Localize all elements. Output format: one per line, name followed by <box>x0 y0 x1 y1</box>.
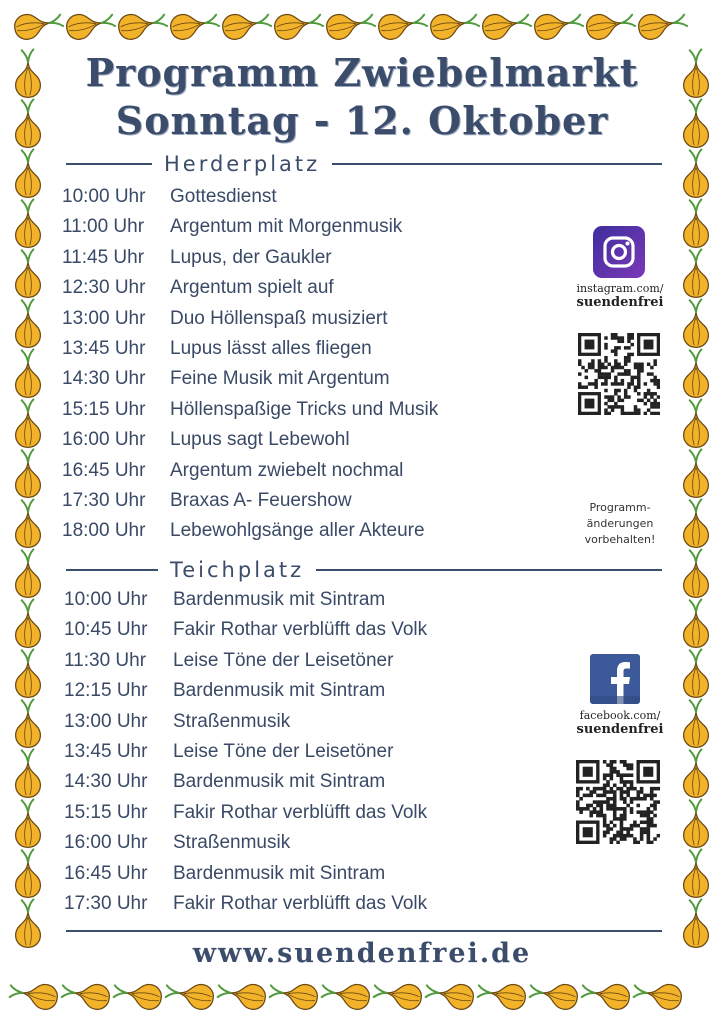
event: Bardenmusik mit Sintram <box>173 680 386 702</box>
time: 15:15 Uhr <box>64 801 148 823</box>
onion-decoration <box>684 649 709 697</box>
time: 10:45 Uhr <box>64 619 148 641</box>
onion-decoration <box>684 349 709 397</box>
schedule-row <box>64 676 427 706</box>
facebook-qr-code[interactable] <box>576 760 660 844</box>
event: Lupus sagt Lebewohl <box>170 429 350 451</box>
schedule-row <box>62 516 438 546</box>
event: Leise Töne der Leisetöner <box>173 740 394 762</box>
website-url[interactable]: www.suendenfrei.de <box>192 938 532 969</box>
onion-decoration <box>221 8 273 41</box>
onion-decoration <box>13 8 65 41</box>
time: 12:30 Uhr <box>62 277 146 299</box>
event: Lupus, der Gaukler <box>170 246 332 268</box>
schedule-row <box>62 395 438 425</box>
event: Duo Höllenspaß musiziert <box>170 307 388 329</box>
onion-decoration <box>112 978 164 1011</box>
event: Argentum zwiebelt nochmal <box>170 459 404 481</box>
schedule-row <box>62 364 438 394</box>
onion-decoration <box>528 978 580 1011</box>
onion-decoration <box>429 8 481 41</box>
onion-decoration <box>16 749 41 797</box>
time: 16:45 Uhr <box>64 862 148 884</box>
onion-decoration <box>684 499 709 547</box>
onion-decoration <box>216 978 268 1011</box>
onion-decoration <box>169 8 221 41</box>
onion-decoration <box>684 799 709 847</box>
event: Fakir Rothar verblüfft das Volk <box>173 619 428 641</box>
onion-decoration <box>16 799 41 847</box>
onion-decoration <box>268 978 320 1011</box>
onion-decoration <box>320 978 372 1011</box>
facebook-url: facebook.com/ <box>579 709 661 722</box>
onion-decoration <box>476 978 528 1011</box>
time: 17:30 Uhr <box>62 489 146 511</box>
schedule-row <box>62 486 438 516</box>
onion-decoration <box>632 978 684 1011</box>
divider <box>332 163 662 165</box>
time: 13:00 Uhr <box>62 307 146 329</box>
onion-decoration <box>16 399 41 447</box>
onion-decoration <box>16 449 41 497</box>
onion-decoration <box>8 978 60 1011</box>
schedule-row <box>64 707 427 737</box>
facebook-handle: suendenfrei <box>576 722 664 737</box>
instagram-url: instagram.com/ <box>576 282 664 295</box>
time: 15:15 Uhr <box>62 398 146 420</box>
time: 16:00 Uhr <box>64 832 148 854</box>
onion-decoration <box>325 8 377 41</box>
onion-decoration <box>273 8 325 41</box>
title-line-1: Programm Zwiebelmarkt <box>85 50 639 95</box>
event: Fakir Rothar verblüfft das Volk <box>173 801 428 823</box>
instagram-qr-code[interactable] <box>578 333 660 415</box>
onion-decoration <box>424 978 476 1011</box>
time: 13:00 Uhr <box>64 710 148 732</box>
instagram-icon[interactable] <box>593 226 645 278</box>
schedule-row <box>62 334 438 364</box>
onion-decoration <box>16 149 41 197</box>
event: Argentum spielt auf <box>170 277 334 299</box>
event: Lupus lässt alles fliegen <box>170 337 372 359</box>
onion-decoration <box>377 8 429 41</box>
schedule-row <box>64 828 427 858</box>
schedule-row <box>62 243 438 273</box>
schedule-row <box>64 585 427 615</box>
time: 17:30 Uhr <box>64 892 148 914</box>
event: Straßenmusik <box>173 710 291 732</box>
divider <box>66 569 158 571</box>
schedule-row <box>62 304 438 334</box>
section-title: Teichplatz <box>170 558 305 582</box>
section-header-herderplatz <box>66 152 662 176</box>
section-title: Herderplatz <box>164 152 321 176</box>
schedule-row <box>64 798 427 828</box>
schedule-teichplatz <box>64 585 427 919</box>
onion-decoration <box>481 8 533 41</box>
event: Fakir Rothar verblüfft das Volk <box>173 892 428 914</box>
onion-decoration <box>684 449 709 497</box>
facebook-icon[interactable] <box>590 654 640 704</box>
onion-decoration <box>684 599 709 647</box>
time: 11:30 Uhr <box>64 649 147 671</box>
time: 12:15 Uhr <box>64 680 148 702</box>
time: 16:45 Uhr <box>62 459 146 481</box>
onion-decoration <box>16 849 41 897</box>
onion-decoration <box>684 299 709 347</box>
onion-decoration <box>372 978 424 1011</box>
time: 13:45 Uhr <box>64 740 148 762</box>
footer-divider <box>66 930 662 932</box>
schedule-row <box>64 859 427 889</box>
event: Bardenmusik mit Sintram <box>173 771 386 793</box>
schedule-row <box>64 737 427 767</box>
onion-decoration <box>164 978 216 1011</box>
onion-decoration <box>16 549 41 597</box>
onion-decoration <box>684 199 709 247</box>
onion-decoration <box>533 8 585 41</box>
event: Bardenmusik mit Sintram <box>173 589 386 610</box>
onion-decoration <box>16 599 41 647</box>
onion-decoration <box>16 699 41 747</box>
instagram-handle: suendenfrei <box>576 295 664 310</box>
onion-decoration <box>684 699 709 747</box>
schedule-row <box>62 182 438 212</box>
instagram-label <box>560 282 680 310</box>
schedule-row <box>62 425 438 455</box>
time: 10:00 Uhr <box>62 186 146 207</box>
schedule-row <box>62 212 438 242</box>
schedule-row <box>64 767 427 797</box>
schedule-row <box>62 456 438 486</box>
event: Argentum mit Morgenmusik <box>170 216 403 238</box>
time: 11:00 Uhr <box>62 216 145 238</box>
time: 16:00 Uhr <box>62 429 146 451</box>
divider <box>316 569 662 571</box>
event: Leise Töne der Leisetöner <box>173 649 394 671</box>
onion-decoration <box>684 249 709 297</box>
event: Straßenmusik <box>173 832 291 854</box>
onion-decoration <box>16 349 41 397</box>
onion-decoration <box>684 399 709 447</box>
event: Höllenspaßige Tricks und Musik <box>170 398 439 420</box>
onion-decoration <box>684 549 709 597</box>
onion-decoration <box>684 849 709 897</box>
event: Lebewohlgsänge aller Akteure <box>170 520 425 542</box>
time: 10:00 Uhr <box>64 589 148 610</box>
onion-decoration <box>684 749 709 797</box>
time: 14:30 Uhr <box>62 368 146 390</box>
onion-decoration <box>580 978 632 1011</box>
schedule-row <box>62 273 438 303</box>
onion-decoration <box>16 649 41 697</box>
onion-decoration <box>16 249 41 297</box>
time: 11:45 Uhr <box>62 246 145 268</box>
title-line-2: Sonntag - 12. Oktober <box>115 98 609 143</box>
time: 13:45 Uhr <box>62 337 146 359</box>
time: 14:30 Uhr <box>64 771 148 793</box>
schedule-row <box>64 615 427 645</box>
onion-decoration <box>684 149 709 197</box>
schedule-row <box>64 646 427 676</box>
event: Bardenmusik mit Sintram <box>173 862 386 884</box>
event: Feine Musik mit Argentum <box>170 368 390 390</box>
note-line: Programm- <box>589 501 651 514</box>
event: Braxas A- Feuershow <box>170 489 352 511</box>
onion-decoration <box>16 299 41 347</box>
event: Gottesdienst <box>170 186 277 207</box>
schedule-herderplatz <box>62 182 438 547</box>
program-change-note <box>565 500 675 548</box>
onion-decoration <box>60 978 112 1011</box>
onion-decoration <box>637 8 689 41</box>
time: 18:00 Uhr <box>62 520 146 542</box>
onion-decoration <box>117 8 169 41</box>
onion-decoration <box>585 8 637 41</box>
onion-decoration <box>16 199 41 247</box>
onion-decoration <box>65 8 117 41</box>
note-line: änderungen <box>586 517 654 530</box>
schedule-row <box>64 889 427 919</box>
note-line: vorbehalten! <box>584 533 656 546</box>
onion-decoration <box>16 499 41 547</box>
divider <box>66 163 152 165</box>
facebook-label <box>560 709 680 737</box>
section-header-teichplatz <box>66 558 662 582</box>
